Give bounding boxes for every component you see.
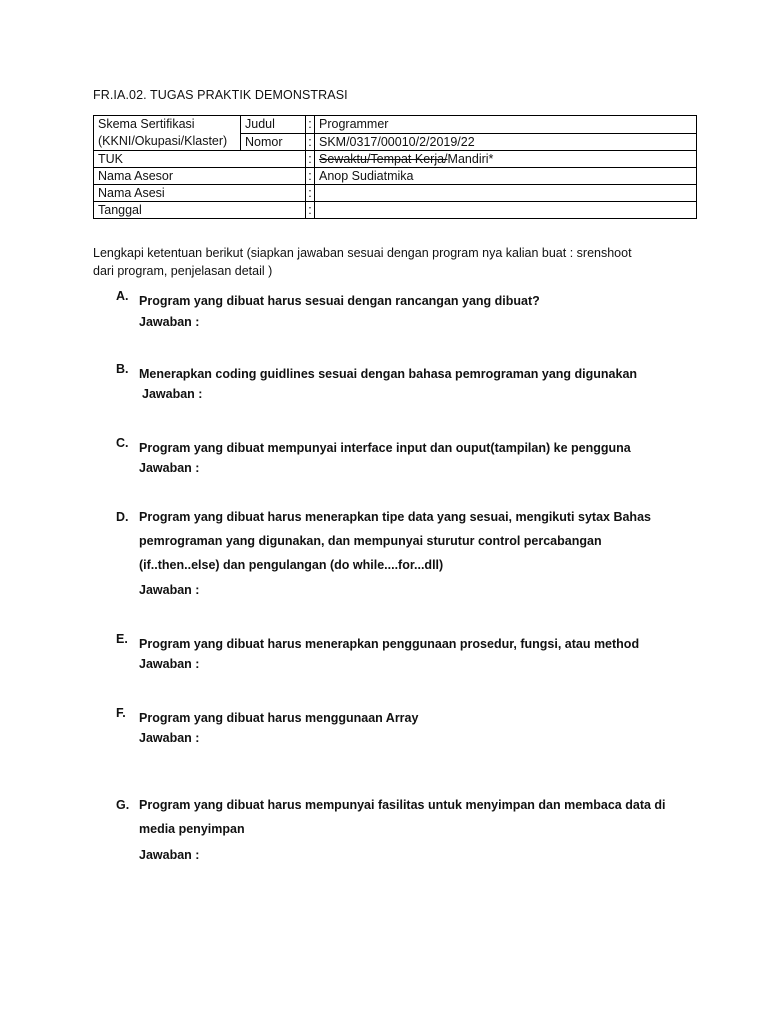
tanggal-label: Tanggal	[94, 202, 306, 219]
question-text	[139, 362, 679, 386]
answer-label: Jawaban :	[139, 731, 200, 745]
table-row	[94, 202, 697, 219]
answer-label: Jawaban :	[142, 387, 203, 401]
intro-line: dari program, penjelasan detail )	[93, 264, 273, 278]
question-line: Program yang dibuat mempunyai interface input dan ouput(tampilan) ke pengguna	[139, 441, 631, 455]
question-letter: F.	[116, 706, 126, 720]
colon: :	[306, 151, 315, 168]
table-row	[94, 116, 697, 134]
question-letter: E.	[116, 632, 128, 646]
table-row	[94, 185, 697, 202]
asesi-value	[315, 185, 697, 202]
answer-label: Jawaban :	[139, 657, 200, 671]
question-line: Program yang dibuat harus sesuai dengan rancangan yang dibuat?	[139, 294, 540, 308]
judul-value: Programmer	[315, 116, 697, 134]
colon: :	[306, 185, 315, 202]
colon: :	[306, 133, 315, 151]
answer-label: Jawaban :	[139, 315, 200, 329]
document-title: FR.IA.02. TUGAS PRAKTIK DEMONSTRASI	[93, 88, 348, 102]
intro-text	[93, 244, 683, 280]
table-row	[94, 151, 697, 168]
answer-label: Jawaban :	[139, 583, 200, 597]
nomor-label: Nomor	[241, 133, 306, 151]
question-line: media penyimpan	[139, 822, 245, 836]
question-text	[139, 793, 679, 841]
asesor-label: Nama Asesor	[94, 168, 306, 185]
question-line: (if..then..else) dan pengulangan (do while....for...dll)	[139, 558, 444, 572]
tuk-value-rest: Mandiri*	[447, 152, 494, 166]
asesor-value: Anop Sudiatmika	[315, 168, 697, 185]
tuk-value	[315, 151, 697, 168]
tanggal-value	[315, 202, 697, 219]
question-letter: B.	[116, 362, 129, 376]
question-letter: G.	[116, 798, 130, 812]
question-letter: C.	[116, 436, 129, 450]
skema-label-line1: Skema Sertifikasi	[98, 117, 195, 131]
intro-line: Lengkapi ketentuan berikut (siapkan jawaban sesuai dengan program nya kalian buat : srenshoot	[93, 246, 632, 260]
question-letter: A.	[116, 289, 129, 303]
asesi-label: Nama Asesi	[94, 185, 306, 202]
question-text	[139, 289, 679, 313]
answer-label: Jawaban :	[139, 848, 200, 862]
question-line: pemrograman yang digunakan, dan mempunyai sturutur control percabangan	[139, 534, 602, 548]
tuk-value-struck: Sewaktu/Tempat Kerja/	[319, 152, 448, 166]
question-line: Program yang dibuat harus menggunaan Array	[139, 711, 419, 725]
info-table	[93, 115, 697, 219]
nomor-value: SKM/0317/00010/2/2019/22	[315, 133, 697, 151]
table-row	[94, 168, 697, 185]
question-line: Program yang dibuat harus mempunyai fasilitas untuk menyimpan dan membaca data di	[139, 798, 666, 812]
colon: :	[306, 202, 315, 219]
question-line: Menerapkan coding guidlines sesuai dengan bahasa pemrograman yang digunakan	[139, 367, 638, 381]
question-line: Program yang dibuat harus menerapkan penggunaan prosedur, fungsi, atau method	[139, 637, 640, 651]
skema-label-line2: (KKNI/Okupasi/Klaster)	[98, 134, 228, 148]
skema-label-cell	[94, 116, 241, 151]
judul-label: Judul	[241, 116, 306, 134]
question-text	[139, 436, 679, 460]
answer-label: Jawaban :	[139, 461, 200, 475]
colon: :	[306, 116, 315, 134]
question-letter: D.	[116, 510, 129, 524]
tuk-label: TUK	[94, 151, 306, 168]
colon: :	[306, 168, 315, 185]
question-text	[139, 632, 679, 656]
question-text	[139, 505, 679, 577]
question-line: Program yang dibuat harus menerapkan tipe data yang sesuai, mengikuti sytax Bahas	[139, 510, 651, 524]
question-text	[139, 706, 679, 730]
